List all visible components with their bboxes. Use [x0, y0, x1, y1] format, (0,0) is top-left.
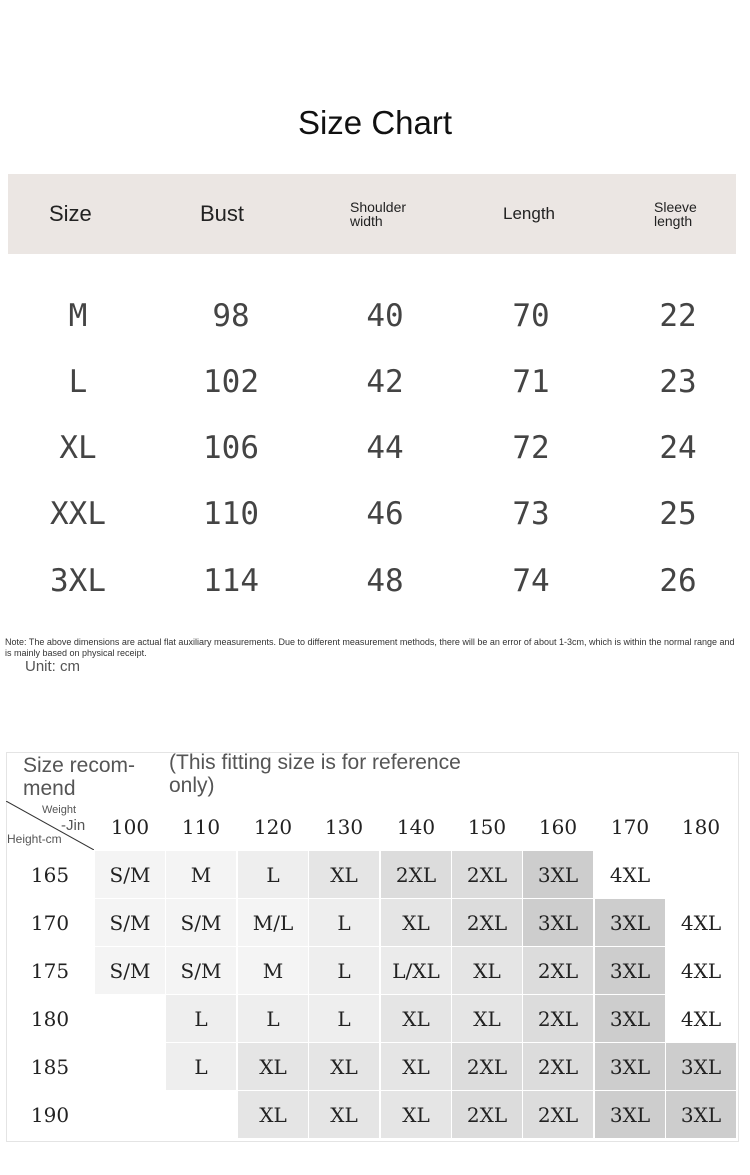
size-cell	[95, 1091, 165, 1138]
size-cell: S/M	[95, 851, 165, 898]
height-header: 165	[30, 862, 70, 887]
size-cell: M	[166, 851, 236, 898]
measure-cell-size: M	[68, 298, 88, 334]
measure-cell-bust: 110	[203, 496, 259, 532]
height-header: 190	[30, 1102, 70, 1127]
measure-cell-shoulder: 44	[366, 430, 404, 466]
weight-header: 120	[253, 814, 293, 839]
measure-cell-sleeve: 22	[659, 298, 697, 334]
measure-cell-sleeve: 25	[659, 496, 697, 532]
weight-axis-label: Weight	[42, 804, 77, 816]
measure-cell-shoulder: 46	[366, 496, 404, 532]
size-cell: 2XL	[523, 947, 593, 994]
size-cell: S/M	[95, 947, 165, 994]
size-cell: 4XL	[666, 995, 736, 1042]
size-cell: M/L	[238, 899, 308, 946]
size-cell: XL	[238, 1091, 308, 1138]
weight-header: 170	[610, 814, 650, 839]
measure-cell-bust: 102	[203, 364, 259, 400]
weight-header: 130	[324, 814, 364, 839]
weight-header: 180	[681, 814, 721, 839]
measure-cell-length: 74	[512, 563, 550, 599]
unit-label: Unit: cm	[25, 658, 81, 675]
size-cell: L/XL	[381, 947, 451, 994]
height-header: 175	[30, 958, 70, 983]
size-cell: 3XL	[595, 947, 665, 994]
measure-cell-length: 70	[512, 298, 550, 334]
recommend-title: Size recom- mend	[23, 754, 136, 800]
size-cell	[95, 995, 165, 1042]
weight-header: 110	[181, 814, 221, 839]
header-sleeve-length: Sleeve length	[654, 199, 697, 229]
size-cell: M	[238, 947, 308, 994]
size-cell: S/M	[166, 899, 236, 946]
size-cell: 2XL	[523, 1091, 593, 1138]
size-cell: S/M	[95, 899, 165, 946]
size-cell	[166, 1091, 236, 1138]
header-bust: Bust	[200, 201, 245, 226]
weight-header: 150	[467, 814, 507, 839]
size-cell: L	[238, 995, 308, 1042]
measure-cell-size: L	[68, 364, 88, 400]
header-size: Size	[49, 201, 92, 226]
size-cell: XL	[238, 1043, 308, 1090]
size-cell: 2XL	[452, 1043, 522, 1090]
size-cell: 4XL	[666, 899, 736, 946]
size-cell: 3XL	[523, 851, 593, 898]
measure-cell-bust: 106	[203, 430, 259, 466]
measure-cell-length: 72	[512, 430, 550, 466]
size-cell: 3XL	[595, 1091, 665, 1138]
size-cell: 2XL	[452, 899, 522, 946]
measure-cell-size: 3XL	[50, 563, 106, 599]
measure-cell-sleeve: 23	[659, 364, 697, 400]
measure-cell-bust: 114	[203, 563, 259, 599]
jin-axis-label: -Jin	[61, 817, 86, 834]
height-header: 180	[30, 1006, 70, 1031]
measure-cell-size: XXL	[50, 496, 106, 532]
measure-cell-shoulder: 48	[366, 563, 404, 599]
size-cell: S/M	[166, 947, 236, 994]
measure-cell-length: 71	[512, 364, 550, 400]
height-axis-label: Height-cm	[7, 832, 62, 846]
measure-cell-size: XL	[59, 430, 97, 466]
measure-cell-length: 73	[512, 496, 550, 532]
size-cell: XL	[309, 1091, 379, 1138]
recommend-note: (This fitting size is for reference only)	[169, 751, 461, 797]
measure-cell-shoulder: 42	[366, 364, 404, 400]
size-cell: 3XL	[523, 899, 593, 946]
height-header: 170	[30, 910, 70, 935]
size-cell: 4XL	[666, 947, 736, 994]
size-cell	[666, 851, 736, 898]
weight-header: 100	[110, 814, 150, 839]
size-cell: XL	[452, 995, 522, 1042]
size-cell: 2XL	[452, 851, 522, 898]
measure-cell-shoulder: 40	[366, 298, 404, 334]
size-cell: L	[238, 851, 308, 898]
size-cell: L	[309, 995, 379, 1042]
size-cell: 2XL	[452, 1091, 522, 1138]
size-cell: XL	[381, 1043, 451, 1090]
size-cell: XL	[452, 947, 522, 994]
measure-cell-sleeve: 26	[659, 563, 697, 599]
page-title: Size Chart	[297, 104, 453, 141]
size-cell: L	[309, 899, 379, 946]
size-cell: XL	[381, 899, 451, 946]
measurement-note: Note: The above dimensions are actual flat auxiliary measurements. Due to different measurement methods, there will be an error of about 1-3cm, which is within the normal range and is mainly based on physical receipt.	[5, 637, 735, 658]
size-cell	[95, 1043, 165, 1090]
size-cell: 3XL	[595, 995, 665, 1042]
size-cell: XL	[381, 995, 451, 1042]
size-cell: 3XL	[595, 1043, 665, 1090]
size-cell: 2XL	[523, 1043, 593, 1090]
height-header: 185	[30, 1054, 70, 1079]
measure-cell-sleeve: 24	[659, 430, 697, 466]
size-cell: L	[166, 1043, 236, 1090]
size-cell: XL	[381, 1091, 451, 1138]
size-cell: L	[166, 995, 236, 1042]
size-cell: 3XL	[666, 1091, 736, 1138]
header-shoulder-width: Shoulder width	[350, 199, 407, 229]
header-length: Length	[503, 204, 555, 223]
size-cell: 2XL	[523, 995, 593, 1042]
size-cell: L	[309, 947, 379, 994]
weight-header: 140	[396, 814, 436, 839]
size-cell: 3XL	[666, 1043, 736, 1090]
size-cell: 2XL	[381, 851, 451, 898]
weight-header: 160	[538, 814, 578, 839]
size-cell: 4XL	[595, 851, 665, 898]
size-cell: XL	[309, 851, 379, 898]
size-cell: XL	[309, 1043, 379, 1090]
size-cell: 3XL	[595, 899, 665, 946]
measure-cell-bust: 98	[212, 298, 250, 334]
